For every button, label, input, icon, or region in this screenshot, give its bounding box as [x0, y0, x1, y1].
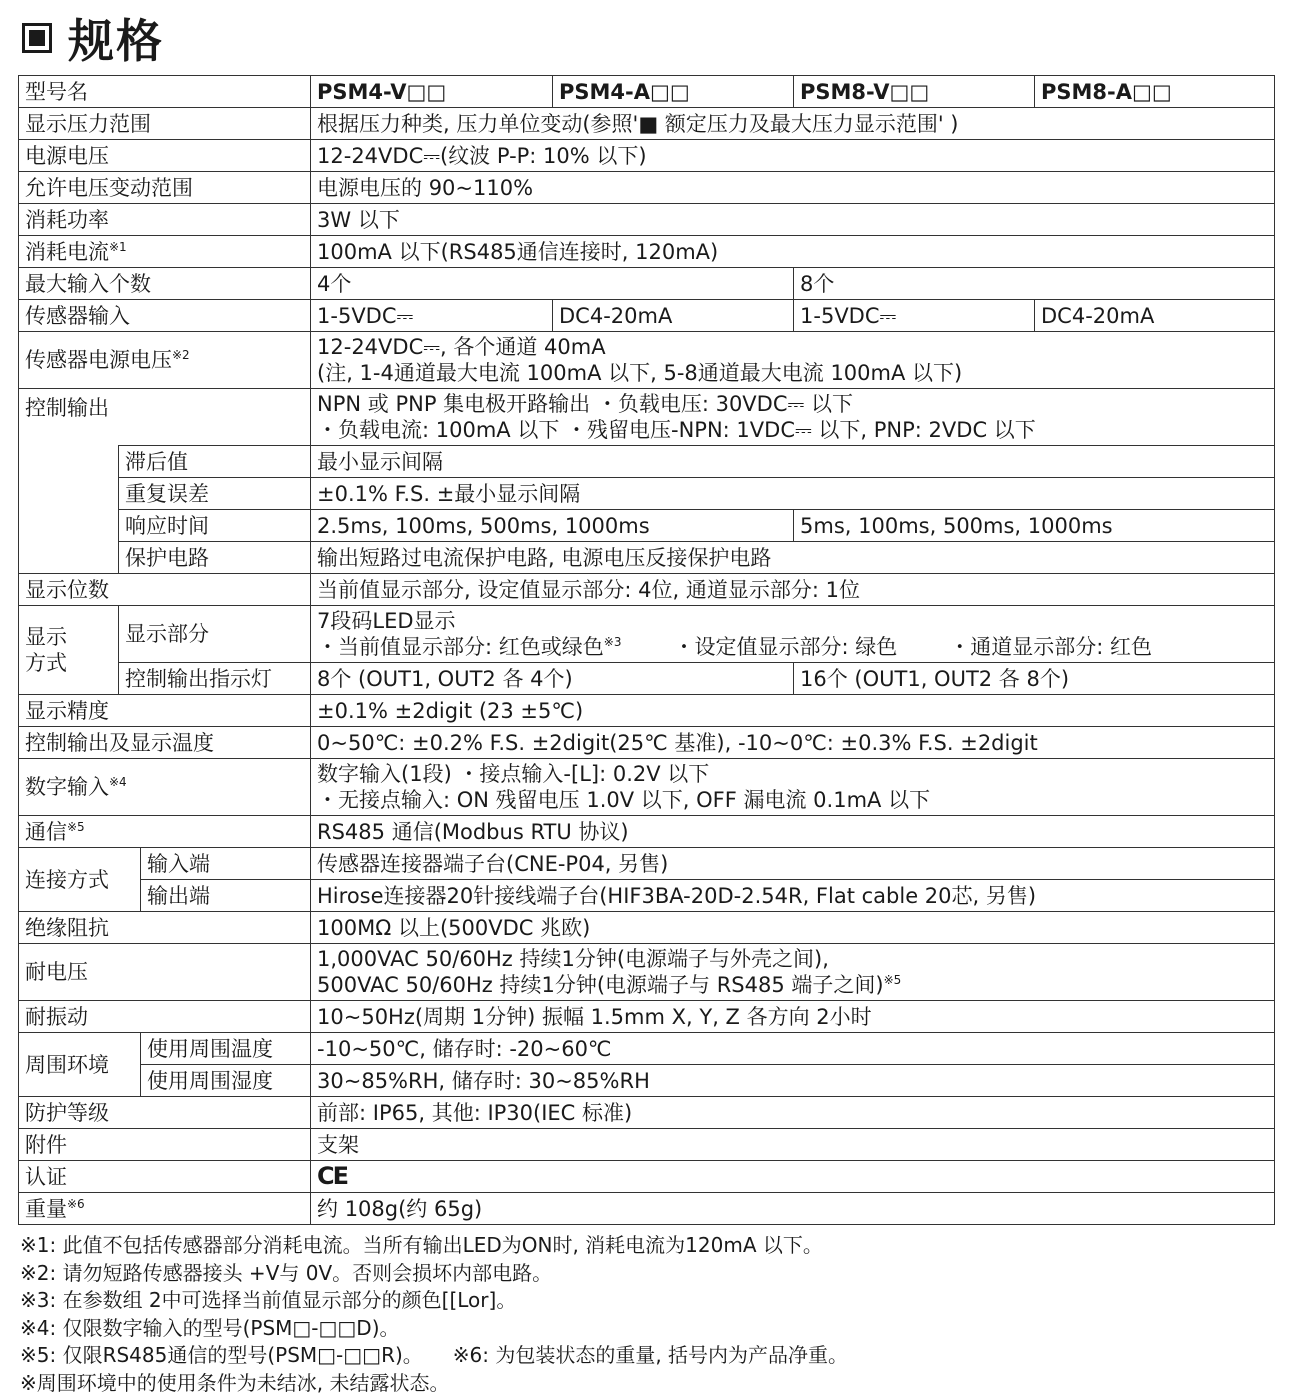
model-psm8-a: PSM8-A□□: [1035, 76, 1275, 108]
row-value: 30~85%RH, 储存时: 30~85%RH: [311, 1065, 1275, 1097]
footnote: ※1: 此值不包括传感器部分消耗电流。当所有输出LED为ON时, 消耗电流为120mA 以下。: [20, 1233, 823, 1257]
table-row: [19, 140, 1275, 172]
row-label: 显示 方式: [19, 606, 119, 695]
row-value-psm8: 8个: [794, 268, 1275, 300]
table-row: [19, 606, 1275, 663]
row-label: 最大输入个数: [19, 268, 311, 300]
row-value: Hirose连接器20针接线端子台(HIF3BA-20D-2.54R, Flat cable 20芯, 另售): [311, 880, 1275, 912]
footnote: ※4: 仅限数字输入的型号(PSM□-□□D)。: [20, 1315, 400, 1340]
footnotes: [20, 1232, 848, 1397]
row-value: 前部: IP65, 其他: IP30(IEC 标准): [311, 1097, 1275, 1129]
row-value: 支架: [311, 1129, 1275, 1161]
row-label: 周围环境: [19, 1033, 141, 1097]
table-row: [19, 268, 1275, 300]
sub-label: 输出端: [141, 880, 311, 912]
row-value: 电源电压的 90~110%: [311, 172, 1275, 204]
row-value: 数字输入(1段) ・接点输入-[L]: 0.2V 以下 ・无接点输入: ON 残留电压 1.0V 以下, OFF 漏电流 0.1mA 以下: [311, 759, 1275, 816]
row-value: 100MΩ 以上(500VDC 兆欧): [311, 912, 1275, 944]
row-value: 根据压力种类, 压力单位变动(参照'■ 额定压力及最大压力显示范围' ): [311, 108, 1275, 140]
row-value-psm8: 5ms, 100ms, 500ms, 1000ms: [794, 510, 1275, 542]
table-row: [19, 76, 1275, 108]
table-row: [19, 912, 1275, 944]
table-row: [19, 204, 1275, 236]
table-row: [19, 1001, 1275, 1033]
table-row: [19, 236, 1275, 268]
sub-label: 滞后值: [119, 446, 311, 478]
row-value-psm4: 8个 (OUT1, OUT2 各 4个): [311, 663, 794, 695]
section-title: [22, 6, 164, 70]
row-label: 重量$^{※6}$: [19, 1193, 311, 1225]
table-row: [19, 663, 1275, 695]
sub-label: 显示部分: [119, 606, 311, 663]
model-psm4-a: PSM4-A□□: [553, 76, 794, 108]
row-label: 消耗电流$^{※1}$: [19, 236, 311, 268]
square-bullet-icon: [22, 23, 52, 53]
table-row: [19, 1033, 1275, 1065]
table-row: [19, 1129, 1275, 1161]
row-value: ±0.1% ±2digit (23 ±5℃): [311, 695, 1275, 727]
table-row: [19, 1097, 1275, 1129]
row-label: 控制输出: [19, 389, 311, 446]
row-label: 传感器输入: [19, 300, 311, 332]
row-label: 绝缘阻抗: [19, 912, 311, 944]
row-value: 0~50℃: ±0.2% F.S. ±2digit(25℃ 基准), -10~0℃: ±0.3% F.S. ±2digit: [311, 727, 1275, 759]
row-label: 显示精度: [19, 695, 311, 727]
row-label: 通信$^{※5}$: [19, 816, 311, 848]
model-psm4-v: PSM4-V□□: [311, 76, 553, 108]
footnote: ※周围环境中的使用条件为未结冰, 未结露状态。: [20, 1370, 450, 1395]
row-value: 12-24VDC⎓(纹波 P-P: 10% 以下): [311, 140, 1275, 172]
footnote-mark: ※5: [883, 973, 902, 987]
row-label: 认证: [19, 1161, 311, 1193]
table-row: [19, 389, 1275, 446]
table-row: [19, 332, 1275, 389]
row-value: 1,000VAC 50/60Hz 持续1分钟(电源端子与外壳之间), 500VAC 50/60Hz 持续1分钟(电源端子与 RS485 端子之间)$^{※5}$: [311, 944, 1275, 1001]
row-value: 1-5VDC⎓: [311, 300, 553, 332]
footnote-mark: ※6: [67, 1196, 85, 1211]
row-label: 控制输出及显示温度: [19, 727, 311, 759]
row-value: 10~50Hz(周期 1分钟) 振幅 1.5mm X, Y, Z 各方向 2小时: [311, 1001, 1275, 1033]
table-row: [19, 848, 1275, 880]
table-row: [19, 880, 1275, 912]
table-row: [19, 446, 1275, 478]
row-label: 显示位数: [19, 574, 311, 606]
table-row: [19, 759, 1275, 816]
spec-table: [18, 75, 1275, 1225]
row-value: 7段码LED显示 ・当前值显示部分: 红色或绿色$^{※3}$ ・设定值显示部分: 绿色 ・通道显示部分: 红色: [311, 606, 1275, 663]
row-value: DC4-20mA: [553, 300, 794, 332]
footnote-mark: ※1: [109, 239, 127, 254]
table-row: [19, 478, 1275, 510]
row-label: 耐振动: [19, 1001, 311, 1033]
row-value: 3W 以下: [311, 204, 1275, 236]
row-value: -10~50℃, 储存时: -20~60℃: [311, 1033, 1275, 1065]
row-label: 传感器电源电压$^{※2}$: [19, 332, 311, 389]
row-value: 1-5VDC⎓: [794, 300, 1035, 332]
table-row: [19, 300, 1275, 332]
footnote-mark: ※2: [172, 348, 190, 362]
row-label: 消耗功率: [19, 204, 311, 236]
table-row: [19, 1193, 1275, 1225]
row-value-psm4: 2.5ms, 100ms, 500ms, 1000ms: [311, 510, 794, 542]
row-value: ±0.1% F.S. ±最小显示间隔: [311, 478, 1275, 510]
sub-label: 重复误差: [119, 478, 311, 510]
row-value: 最小显示间隔: [311, 446, 1275, 478]
row-value: 约 108g(约 65g): [311, 1193, 1275, 1225]
row-value: [311, 1161, 1275, 1193]
footnote-mark: ※3: [603, 635, 622, 649]
sub-label: 控制输出指示灯: [119, 663, 311, 695]
row-label: 防护等级: [19, 1097, 311, 1129]
footnote: ※5: 仅限RS485通信的型号(PSM□-□□R)。: [20, 1343, 423, 1367]
sub-label: 保护电路: [119, 542, 311, 574]
footnote-mark: ※4: [109, 775, 127, 789]
table-row: [19, 510, 1275, 542]
row-label: 数字输入$^{※4}$: [19, 759, 311, 816]
row-value-psm8: 16个 (OUT1, OUT2 各 8个): [794, 663, 1275, 695]
sub-label: 使用周围温度: [141, 1033, 311, 1065]
row-value: NPN 或 PNP 集电极开路输出 ・负载电压: 30VDC⎓ 以下 ・负载电流: 100mA 以下 ・残留电压-NPN: 1VDC⎓ 以下, PNP: 2VDC 以下: [311, 389, 1275, 446]
row-value: 当前值显示部分, 设定值显示部分: 4位, 通道显示部分: 1位: [311, 574, 1275, 606]
table-row: [19, 542, 1275, 574]
row-value: RS485 通信(Modbus RTU 协议): [311, 816, 1275, 848]
row-value: 传感器连接器端子台(CNE-P04, 另售): [311, 848, 1275, 880]
row-label: 耐电压: [19, 944, 311, 1001]
footnote: ※6: 为包装状态的重量, 括号内为产品净重。: [452, 1343, 849, 1367]
table-row: [19, 944, 1275, 1001]
table-row: [19, 172, 1275, 204]
sub-label: 使用周围湿度: [141, 1065, 311, 1097]
row-label: 允许电压变动范围: [19, 172, 311, 204]
sub-label: 响应时间: [119, 510, 311, 542]
row-label: 显示压力范围: [19, 108, 311, 140]
row-label: 连接方式: [19, 848, 141, 912]
sub-label: 输入端: [141, 848, 311, 880]
row-label: 电源电压: [19, 140, 311, 172]
footnote: ※3: 在参数组 2中可选择当前值显示部分的颜色[[Lor]。: [20, 1288, 517, 1312]
table-row: [19, 574, 1275, 606]
table-row: [19, 727, 1275, 759]
title-text: 规格: [68, 14, 164, 68]
row-value: DC4-20mA: [1035, 300, 1275, 332]
row-value-psm4: 4个: [311, 268, 794, 300]
table-row: [19, 695, 1275, 727]
table-row: [19, 1161, 1275, 1193]
row-value: 100mA 以下(RS485通信连接时, 120mA): [311, 236, 1275, 268]
footnote-mark: ※5: [67, 819, 85, 834]
row-label: 附件: [19, 1129, 311, 1161]
model-psm8-v: PSM8-V□□: [794, 76, 1035, 108]
ce-mark-icon: CE: [317, 1162, 348, 1190]
table-row: [19, 1065, 1275, 1097]
header-label: 型号名: [19, 76, 311, 108]
table-row: [19, 108, 1275, 140]
table-row: [19, 816, 1275, 848]
row-value: 输出短路过电流保护电路, 电源电压反接保护电路: [311, 542, 1275, 574]
row-value: 12-24VDC⎓, 各个通道 40mA (注, 1-4通道最大电流 100mA 以下, 5-8通道最大电流 100mA 以下): [311, 332, 1275, 389]
footnote: ※2: 请勿短路传感器接头 +V与 0V。否则会损坏内部电路。: [20, 1260, 553, 1285]
